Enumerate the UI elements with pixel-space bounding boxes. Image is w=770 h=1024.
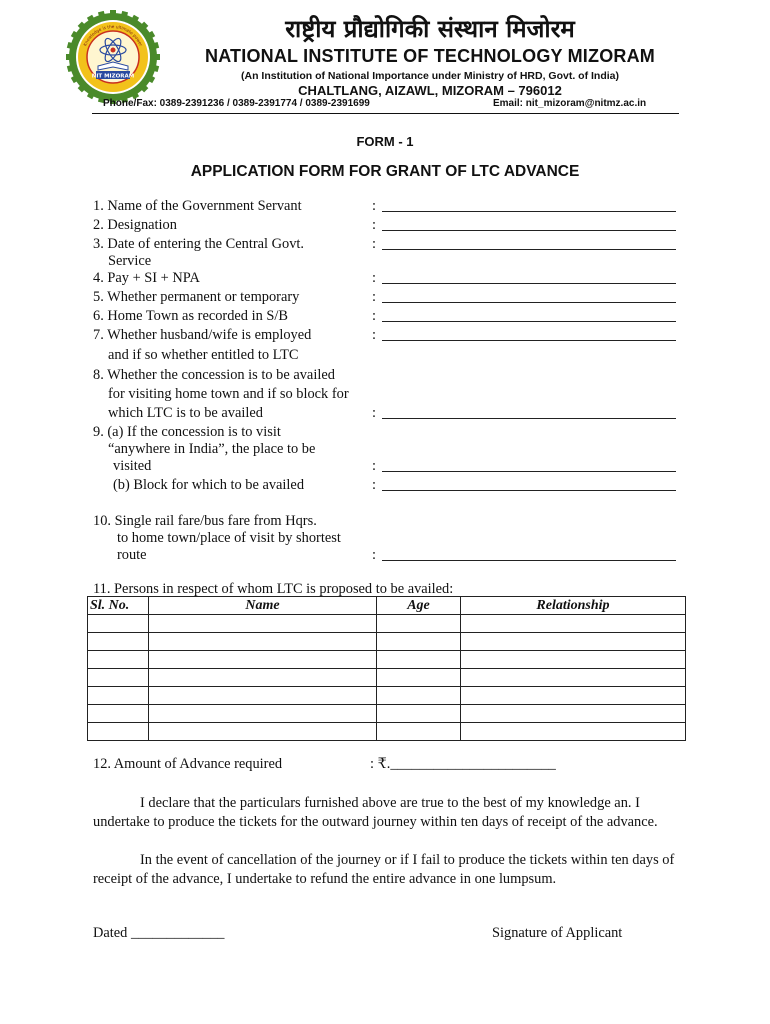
field-9a-label: 9. (a) If the concession is to visit bbox=[93, 424, 281, 440]
emblem-label: NIT MIZORAM bbox=[91, 73, 135, 80]
colon: : bbox=[372, 405, 376, 421]
colon: : bbox=[372, 270, 376, 286]
colon: : bbox=[372, 217, 376, 233]
field-9a-label-cont2: visited bbox=[113, 458, 152, 474]
field-6-input-line[interactable] bbox=[382, 321, 676, 322]
field-7-label: 7. Whether husband/wife is employed bbox=[93, 327, 312, 343]
col-header-sl-no: Sl. No. bbox=[88, 597, 149, 615]
field-11-label: 11. Persons in respect of whom LTC is proposed to be availed: bbox=[93, 581, 454, 597]
table-cell[interactable] bbox=[377, 723, 461, 741]
table-cell[interactable] bbox=[149, 723, 377, 741]
colon: : bbox=[372, 236, 376, 252]
col-header-name: Name bbox=[149, 597, 377, 615]
field-10-label-cont2: route bbox=[117, 547, 147, 563]
table-cell[interactable] bbox=[461, 615, 686, 633]
dated-field[interactable]: Dated _____________ bbox=[93, 925, 225, 941]
table-cell[interactable] bbox=[461, 687, 686, 705]
table-cell[interactable] bbox=[461, 633, 686, 651]
field-9a-label-cont: “anywhere in India”, the place to be bbox=[108, 441, 316, 457]
table-cell[interactable] bbox=[377, 705, 461, 723]
colon: : bbox=[372, 477, 376, 493]
institute-subtitle: (An Institution of National Importance under Ministry of HRD, Govt. of India) bbox=[241, 70, 619, 82]
field-6-label: 6. Home Town as recorded in S/B bbox=[93, 308, 288, 324]
declaration-paragraph-1: I declare that the particulars furnished above are true to the best of my knowledge an. I undertake to produce the tickets for the outward journey within ten days of receipt of the advance. bbox=[93, 795, 658, 830]
field-8-input-line[interactable] bbox=[382, 418, 676, 419]
declaration-paragraph-2: In the event of cancellation of the journey or if I fail to produce the tickets within ten days of receipt of the advance, I undertake to refund the entire advance in one lumpsum. bbox=[93, 852, 675, 887]
field-4-label: 4. Pay + SI + NPA bbox=[93, 270, 200, 286]
field-3-label-cont: Service bbox=[108, 253, 152, 269]
table-cell[interactable] bbox=[88, 723, 149, 741]
colon: : bbox=[372, 458, 376, 474]
field-3-input-line[interactable] bbox=[382, 249, 676, 250]
field-9b-label: (b) Block for which to be availed bbox=[113, 477, 305, 493]
table-row bbox=[88, 687, 686, 705]
col-header-relationship: Relationship bbox=[461, 597, 686, 615]
persons-table bbox=[87, 596, 686, 741]
table-cell[interactable] bbox=[88, 633, 149, 651]
field-2-input-line[interactable] bbox=[382, 230, 676, 231]
field-7-label-cont: and if so whether entitled to LTC bbox=[108, 347, 299, 363]
table-cell[interactable] bbox=[149, 633, 377, 651]
field-1-input-line[interactable] bbox=[382, 211, 676, 212]
field-2-label: 2. Designation bbox=[93, 217, 177, 233]
field-8-label-cont2: which LTC is to be availed bbox=[108, 405, 263, 421]
institute-name: NATIONAL INSTITUTE OF TECHNOLOGY MIZORAM bbox=[205, 46, 655, 66]
colon: : bbox=[372, 308, 376, 324]
table-row bbox=[88, 705, 686, 723]
table-header-row bbox=[88, 597, 686, 615]
col-header-age: Age bbox=[377, 597, 461, 615]
table-cell[interactable] bbox=[149, 687, 377, 705]
table-cell[interactable] bbox=[149, 705, 377, 723]
table-row bbox=[88, 669, 686, 687]
table-cell[interactable] bbox=[88, 705, 149, 723]
colon: : bbox=[372, 327, 376, 343]
header-divider bbox=[92, 113, 679, 114]
field-12-label: 12. Amount of Advance required bbox=[93, 756, 283, 772]
table-cell[interactable] bbox=[149, 669, 377, 687]
field-3-label: 3. Date of entering the Central Govt. bbox=[93, 236, 304, 252]
form-number: FORM - 1 bbox=[356, 134, 414, 149]
table-cell[interactable] bbox=[88, 651, 149, 669]
table-cell[interactable] bbox=[461, 669, 686, 687]
field-5-input-line[interactable] bbox=[382, 302, 676, 303]
field-9b-input-line[interactable] bbox=[382, 490, 676, 491]
table-cell[interactable] bbox=[461, 705, 686, 723]
field-5-label: 5. Whether permanent or temporary bbox=[93, 289, 300, 305]
field-12-amount-line[interactable]: : ₹._______________________ bbox=[370, 756, 556, 772]
table-row bbox=[88, 723, 686, 741]
table-cell[interactable] bbox=[149, 615, 377, 633]
field-9a-input-line[interactable] bbox=[382, 471, 676, 472]
institute-address: CHALTLANG, AIZAWL, MIZORAM – 796012 bbox=[298, 83, 562, 98]
institute-emblem bbox=[66, 10, 160, 104]
table-row bbox=[88, 651, 686, 669]
table-cell[interactable] bbox=[377, 687, 461, 705]
field-10-label-cont: to home town/place of visit by shortest bbox=[117, 530, 341, 546]
institute-name-hindi: राष्ट्रीय प्रौद्योगिकी संस्थान मिजोरम bbox=[285, 15, 575, 43]
table-cell[interactable] bbox=[377, 615, 461, 633]
field-1-label: 1. Name of the Government Servant bbox=[93, 198, 302, 214]
table-cell[interactable] bbox=[377, 651, 461, 669]
table-cell[interactable] bbox=[149, 651, 377, 669]
table-cell[interactable] bbox=[377, 669, 461, 687]
form-title: APPLICATION FORM FOR GRANT OF LTC ADVANCE bbox=[190, 163, 580, 180]
field-8-label-cont: for visiting home town and if so block for bbox=[108, 386, 349, 402]
field-10-label: 10. Single rail fare/bus fare from Hqrs. bbox=[93, 513, 317, 529]
contact-phone: Phone/Fax: 0389-2391236 / 0389-2391774 / 0389-2391699 bbox=[103, 98, 370, 109]
field-7-input-line[interactable] bbox=[382, 340, 676, 341]
table-row bbox=[88, 615, 686, 633]
table-cell[interactable] bbox=[88, 615, 149, 633]
contact-email: Email: nit_mizoram@nitmz.ac.in bbox=[493, 98, 647, 109]
emblem-motto: Knowledge is the ultimate power bbox=[82, 23, 144, 47]
field-8-label: 8. Whether the concession is to be availed bbox=[93, 367, 335, 383]
table-cell[interactable] bbox=[88, 687, 149, 705]
field-4-input-line[interactable] bbox=[382, 283, 676, 284]
table-cell[interactable] bbox=[88, 669, 149, 687]
colon: : bbox=[372, 198, 376, 214]
signature-label: Signature of Applicant bbox=[492, 925, 623, 941]
colon: : bbox=[372, 289, 376, 305]
field-10-input-line[interactable] bbox=[382, 560, 676, 561]
table-row bbox=[88, 633, 686, 651]
colon: : bbox=[372, 547, 376, 563]
table-cell[interactable] bbox=[377, 633, 461, 651]
table-cell[interactable] bbox=[461, 723, 686, 741]
table-cell[interactable] bbox=[461, 651, 686, 669]
